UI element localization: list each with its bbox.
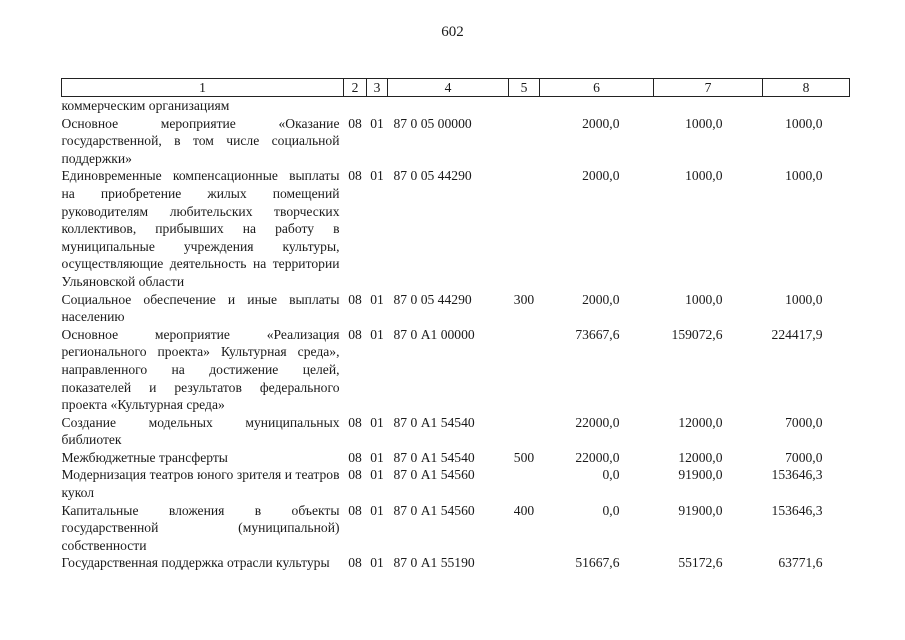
column-header-year-3: 8 (763, 79, 850, 97)
row-subsection: 01 (370, 502, 384, 518)
table-header-row (62, 79, 850, 97)
row-subsection: 01 (370, 555, 384, 571)
row-year-1-amount: 22000,0 (575, 449, 620, 465)
row-section: 08 (348, 291, 362, 307)
row-section: 08 (348, 449, 362, 465)
table-row (62, 502, 850, 555)
row-target-article: 87 0 А1 00000 (393, 326, 475, 342)
column-header-section: 2 (344, 79, 367, 97)
row-name: Основное мероприятие «Реализация регионального проекта» Культурная среда», направленного на достижение целей, показателей и результатов федерального проекта «Культурная среда» (61, 326, 340, 413)
row-year-2-amount: 12000,0 (678, 449, 723, 465)
row-target-article (388, 97, 509, 115)
row-year-3-amount: 7000,0 (785, 449, 823, 465)
row-expense-type (509, 97, 540, 115)
column-header-expense-type: 5 (509, 79, 540, 97)
row-target-article: 87 0 05 00000 (393, 115, 472, 131)
row-subsection: 01 (370, 291, 384, 307)
row-year-1-amount (540, 97, 654, 115)
row-target-article: 87 0 А1 54540 (393, 414, 475, 430)
row-section: 08 (348, 467, 362, 483)
row-name: Создание модельных муниципальных библиотек (61, 414, 340, 448)
row-target-article: 87 0 05 44290 (393, 168, 472, 184)
row-year-2-amount: 12000,0 (678, 414, 723, 430)
row-expense-type (509, 167, 540, 290)
row-name: Межбюджетные трансферты (61, 449, 228, 465)
row-expense-type: 500 (513, 449, 535, 465)
row-year-1-amount: 2000,0 (582, 291, 620, 307)
row-name: Социальное обеспечение и иные выплаты населению (61, 291, 340, 325)
row-target-article: 87 0 05 44290 (393, 291, 472, 307)
column-header-name: 1 (62, 79, 344, 97)
column-header-subsection: 3 (367, 79, 388, 97)
table-row (62, 414, 850, 449)
row-year-3-amount: 153646,3 (771, 502, 823, 518)
table-row (62, 167, 850, 290)
row-year-2-amount: 159072,6 (671, 326, 723, 342)
table-row (62, 449, 850, 467)
row-section: 08 (348, 115, 362, 131)
table-row (62, 291, 850, 326)
row-target-article: 87 0 А1 54540 (393, 449, 475, 465)
row-target-article: 87 0 А1 54560 (393, 502, 475, 518)
row-expense-type (509, 554, 540, 572)
table-row (62, 554, 850, 572)
row-subsection: 01 (370, 326, 384, 342)
table-row (62, 97, 850, 115)
row-name: Капитальные вложения в объекты государственной (муниципальной) собственности (61, 502, 340, 553)
row-name: Государственная поддержка отрасли культуры (61, 555, 330, 571)
table-row (62, 115, 850, 168)
row-year-3-amount: 153646,3 (771, 467, 823, 483)
row-name: Единовременные компенсационные выплаты на приобретение жилых помещений руководителям любительских творческих коллективов, прибывших на работу в муниципальные учреждения культуры, осуществляющие деятельность на территории Ульяновской области (61, 168, 340, 289)
row-section (344, 97, 367, 115)
row-year-1-amount: 0,0 (602, 467, 620, 483)
row-subsection (367, 97, 388, 115)
row-subsection: 01 (370, 115, 384, 131)
row-section: 08 (348, 414, 362, 430)
row-year-2-amount: 1000,0 (685, 168, 723, 184)
table-row (62, 326, 850, 414)
column-header-target-article: 4 (388, 79, 509, 97)
row-name: Модернизация театров юного зрителя и театров кукол (61, 467, 340, 501)
row-target-article: 87 0 А1 55190 (393, 555, 475, 571)
row-expense-type (509, 326, 540, 414)
column-header-year-1: 6 (540, 79, 654, 97)
row-year-1-amount: 73667,6 (575, 326, 620, 342)
row-year-3-amount: 7000,0 (785, 414, 823, 430)
row-year-1-amount: 22000,0 (575, 414, 620, 430)
row-year-1-amount: 51667,6 (575, 555, 620, 571)
row-year-2-amount: 91900,0 (678, 467, 723, 483)
row-section: 08 (348, 502, 362, 518)
row-year-1-amount: 0,0 (602, 502, 620, 518)
row-year-1-amount: 2000,0 (582, 168, 620, 184)
row-subsection: 01 (370, 168, 384, 184)
budget-table (61, 78, 850, 572)
row-target-article: 87 0 А1 54560 (393, 467, 475, 483)
row-year-3-amount: 1000,0 (785, 168, 823, 184)
row-expense-type: 300 (513, 291, 535, 307)
row-expense-type: 400 (513, 502, 535, 518)
row-expense-type (509, 466, 540, 501)
row-subsection: 01 (370, 414, 384, 430)
page-number: 602 (441, 24, 464, 40)
row-expense-type (509, 414, 540, 449)
row-section: 08 (348, 168, 362, 184)
row-year-2-amount: 1000,0 (685, 291, 723, 307)
row-year-3-amount (763, 97, 850, 115)
row-year-3-amount: 1000,0 (785, 115, 823, 131)
row-expense-type (509, 115, 540, 168)
column-header-year-2: 7 (654, 79, 763, 97)
row-name: Основное мероприятие «Оказание государственной, в том числе социальной поддержки» (61, 115, 340, 166)
row-subsection: 01 (370, 449, 384, 465)
row-subsection: 01 (370, 467, 384, 483)
row-section: 08 (348, 326, 362, 342)
row-year-2-amount (654, 97, 763, 115)
row-year-1-amount: 2000,0 (582, 115, 620, 131)
row-year-2-amount: 91900,0 (678, 502, 723, 518)
table-row (62, 466, 850, 501)
row-year-3-amount: 63771,6 (778, 555, 823, 571)
row-year-2-amount: 55172,6 (678, 555, 723, 571)
row-year-3-amount: 1000,0 (785, 291, 823, 307)
row-year-3-amount: 224417,9 (771, 326, 823, 342)
row-section: 08 (348, 555, 362, 571)
row-year-2-amount: 1000,0 (685, 115, 723, 131)
row-name: коммерческим организациям (61, 98, 230, 113)
